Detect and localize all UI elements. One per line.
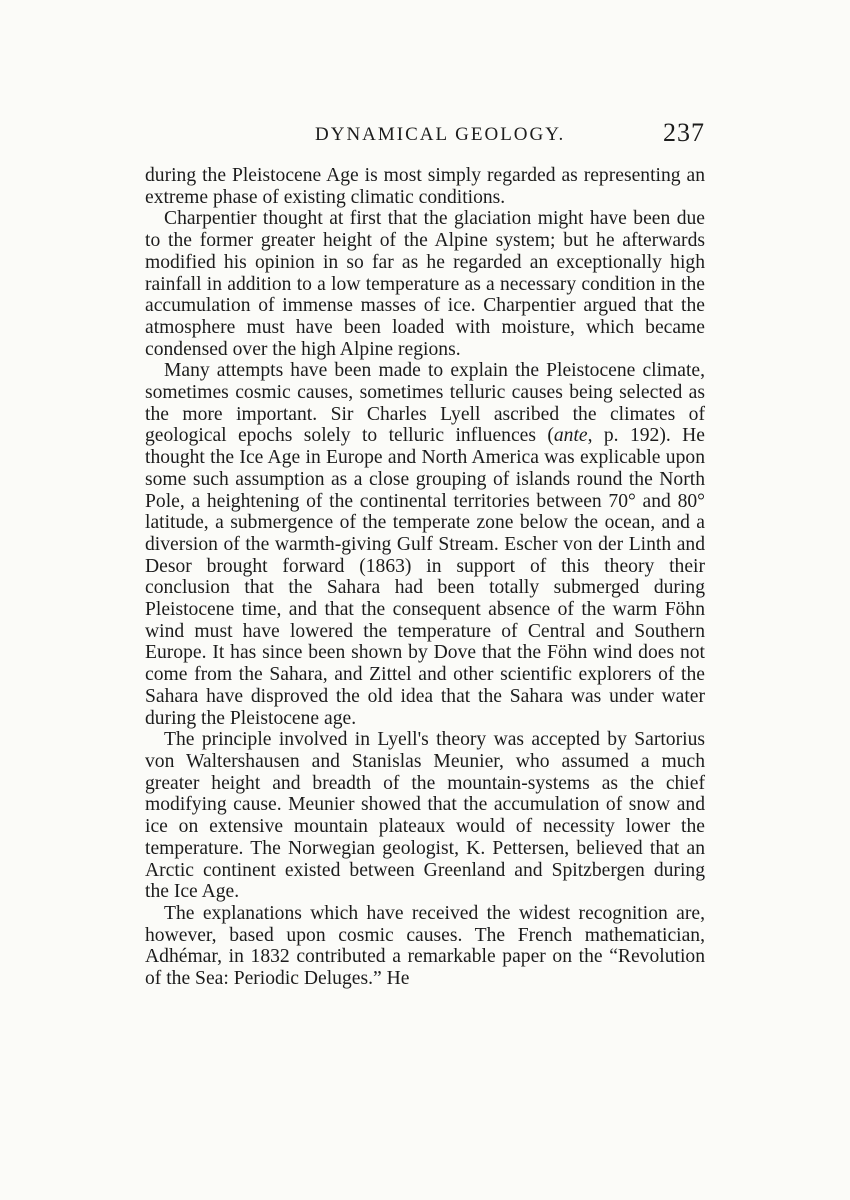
paragraph-charpentier: Charpentier thought at first that the glaciation might have been due to the former greater height of the Alpine system; but he afterwards modified his opinion in so far as he regarded an exceptionally high rainfall in addition to a low temperature as a necessary condition in the accumulation of immense masses of ice. Charpentier argued that the atmosphere must have been loaded with moisture, which became condensed over the high Alpine regions.: [145, 208, 705, 360]
paragraph-cosmic-causes: The explanations which have received the widest recognition are, however, based upon cosmic causes. The French mathematician, Adhémar, in 1832 contributed a remarkable paper on the “Revolution of the Sea: Periodic Deluges.” He: [145, 902, 705, 990]
body-text: [145, 165, 705, 990]
running-title: DYNAMICAL GEOLOGY.: [315, 124, 566, 145]
paragraph-pleistocene-climate: Many attempts have been made to explain the Pleistocene climate, sometimes cosmic causes, sometimes telluric causes being selected as the more important. Sir Charles Lyell ascribed the climates of geological epochs solely to telluric influences (ante, p. 192). He thought the Ice Age in Europe and North America was explicable upon some such assumption as a close grouping of islands round the North Pole, a heightening of the continental territories between 70° and 80° latitude, a submergence of the temperate zone below the ocean, and a diversion of the warmth-giving Gulf Stream. Escher von der Linth and Desor brought forward (1863) in support of this theory their conclusion that the Sahara had been totally submerged during Pleistocene time, and that the consequent absence of the warm Föhn wind must have lowered the temperature of Central and Southern Europe. It has since been shown by Dove that the Föhn wind does not come from the Sahara, and Zittel and other scientific explorers of the Sahara have disproved the old idea that the Sahara was under water during the Pleistocene age.: [145, 360, 705, 729]
page-header: [145, 118, 705, 154]
paragraph-lyell-theory: The principle involved in Lyell's theory was accepted by Sartorius von Waltershausen and Stanislas Meunier, who assumed a much greater height and breadth of the mountain-systems as the chief modifying cause. Meunier showed that the accumulation of snow and ice on extensive mountain plateaux would of necessity lower the temperature. The Norwegian geologist, K. Pettersen, believed that an Arctic continent existed between Greenland and Spitzbergen during the Ice Age.: [145, 729, 705, 903]
paragraph-continuation: during the Pleistocene Age is most simply regarded as representing an extreme phase of existing climatic conditions.: [145, 165, 705, 208]
page-number: 237: [663, 118, 705, 147]
